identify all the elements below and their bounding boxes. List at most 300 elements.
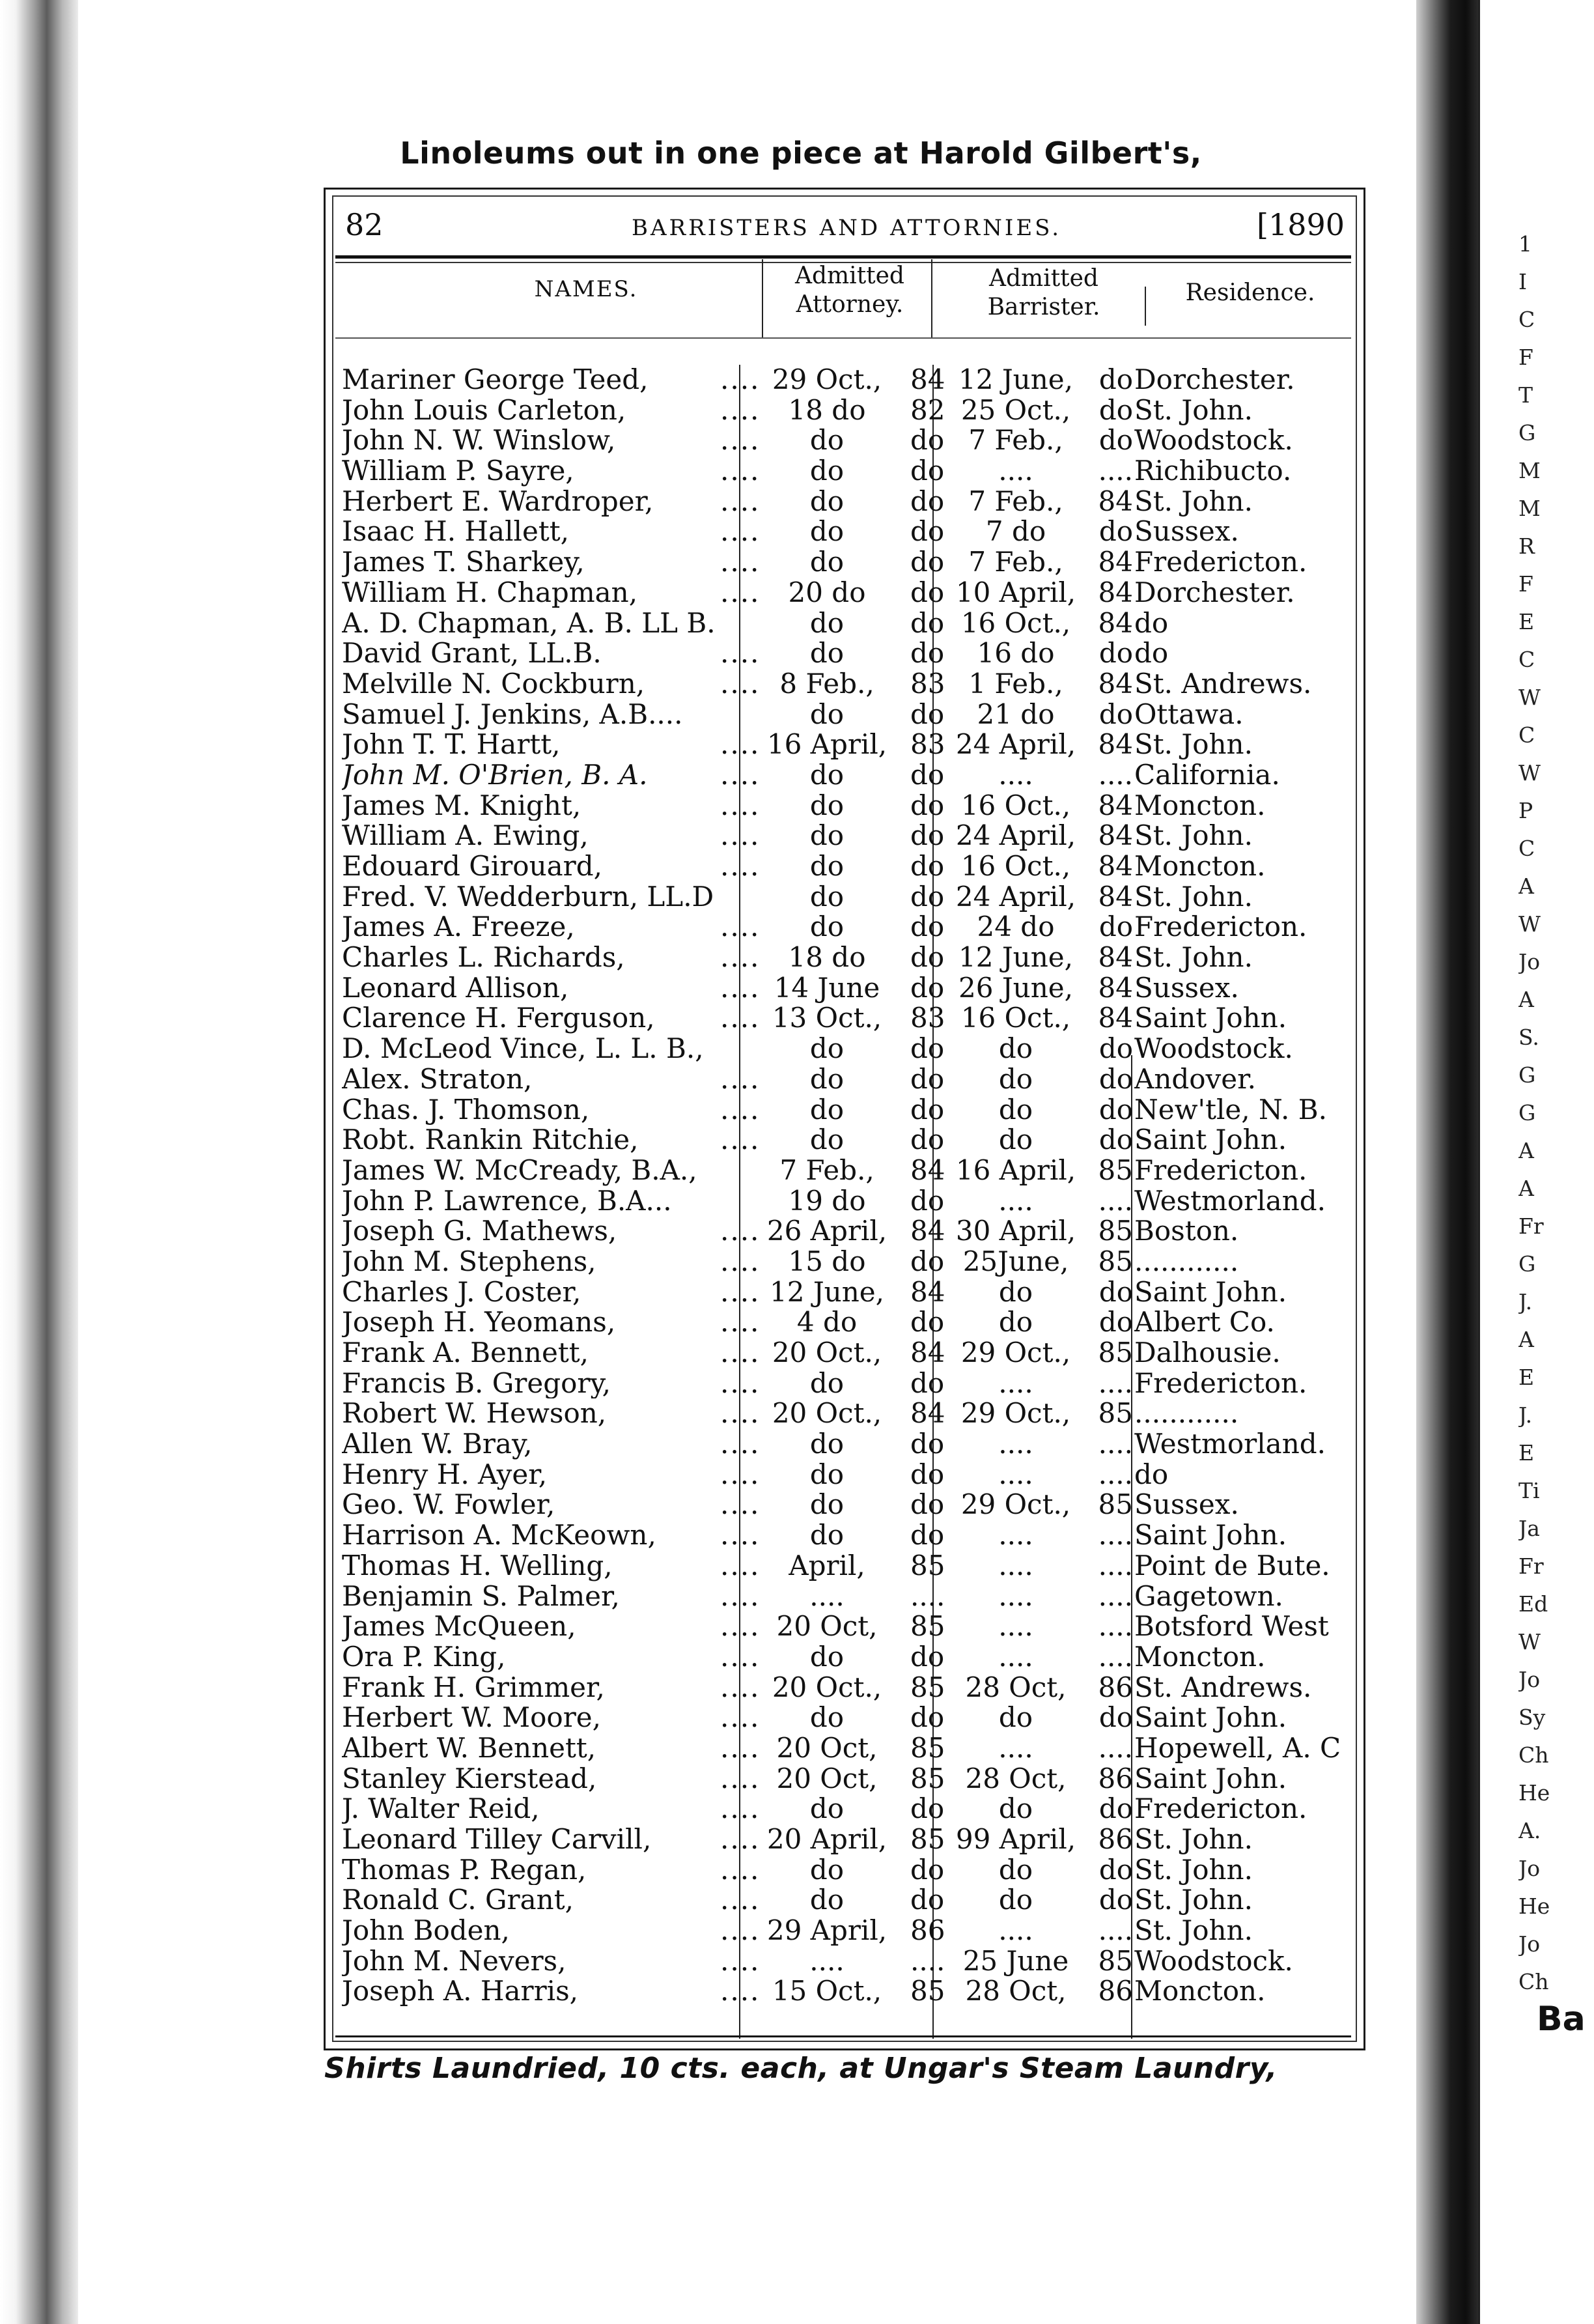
footer-rule xyxy=(335,2035,1351,2037)
entry-name: James McQueen, xyxy=(342,1611,576,1642)
attorney-date: 20 Oct, xyxy=(776,1762,878,1794)
attorney-year: 84 xyxy=(910,1337,945,1368)
attorney-date: do xyxy=(809,850,845,882)
entry-name: John Boden, xyxy=(342,1916,510,1946)
barrister-year: do xyxy=(1098,1701,1133,1734)
table-row xyxy=(332,730,1361,760)
table-row xyxy=(332,1885,1361,1916)
attorney-year: do xyxy=(910,971,945,1004)
barrister-date: 1 Feb., xyxy=(968,667,1063,700)
barrister-year: 84 xyxy=(1098,667,1133,700)
leader-dots: .... xyxy=(720,1640,761,1673)
attorney-date: 15 do xyxy=(788,1245,866,1277)
adjacent-page-fragment: E xyxy=(1518,1440,1535,1466)
residence: Andover. xyxy=(1134,1064,1256,1095)
barrister-date: 7 Feb., xyxy=(968,424,1063,457)
adjacent-page-fragment: Jo xyxy=(1518,949,1541,974)
leader-dots: .... xyxy=(720,1093,761,1126)
table-row xyxy=(332,1034,1361,1064)
attorney-year: 86 xyxy=(910,1914,945,1947)
attorney-year: do xyxy=(910,1884,945,1916)
barrister-date: 30 April, xyxy=(955,1215,1076,1247)
barrister-date: 24 April, xyxy=(955,819,1076,852)
attorney-year: do xyxy=(910,515,945,548)
adjacent-page-fragment: A xyxy=(1518,1327,1534,1352)
residence: Ottawa. xyxy=(1134,699,1244,730)
barrister-date: do xyxy=(998,1853,1033,1886)
residence: Dalhousie. xyxy=(1134,1338,1281,1368)
attorney-date: do xyxy=(809,1428,845,1460)
attorney-date: do xyxy=(809,455,845,487)
attorney-year: 85 xyxy=(910,1823,945,1855)
table-row xyxy=(332,1824,1361,1855)
residence: California. xyxy=(1134,759,1280,791)
leader-dots: .... xyxy=(720,1367,761,1399)
attorney-date: do xyxy=(809,1062,845,1095)
attorney-date: do xyxy=(809,1701,845,1734)
adjacent-page-fragment: W xyxy=(1518,1629,1541,1654)
adjacent-page-fragment: C xyxy=(1518,722,1535,748)
attorney-year: 85 xyxy=(910,1610,945,1643)
leader-dots: .... xyxy=(720,485,761,517)
residence: St. Andrews. xyxy=(1134,1672,1312,1703)
adjacent-page-fragment: W xyxy=(1518,911,1541,937)
adjacent-page-fragment: T xyxy=(1518,382,1533,408)
entry-name: Fred. V. Wedderburn, LL.D xyxy=(342,881,714,913)
barrister-date: 16 Oct., xyxy=(960,606,1071,639)
residence: Moncton. xyxy=(1134,790,1266,821)
adjacent-page-fragment: J. xyxy=(1518,1402,1533,1428)
adjacent-page-fragment: G xyxy=(1518,1062,1536,1088)
residence: Woodstock. xyxy=(1134,1034,1293,1064)
barrister-year: .... xyxy=(1098,1580,1133,1612)
column-header-rule xyxy=(335,337,1351,339)
barrister-year: 84 xyxy=(1098,819,1133,852)
table-row xyxy=(332,395,1361,426)
entry-name: Alex. Straton, xyxy=(342,1064,533,1095)
leader-dots: .... xyxy=(720,1762,761,1794)
attorney-date: 20 April, xyxy=(766,1823,888,1855)
attorney-date: do xyxy=(809,789,845,821)
entry-name: John N. W. Winslow, xyxy=(342,425,616,457)
entry-name: John M. O'Brien, B. A. xyxy=(342,759,648,791)
attorney-date: 20 Oct., xyxy=(772,1397,882,1430)
entry-name: Allen W. Bray, xyxy=(342,1429,533,1460)
residence: do xyxy=(1134,1459,1169,1490)
entry-name: Samuel J. Jenkins, A.B.... xyxy=(342,699,683,730)
barrister-year: do xyxy=(1098,1032,1133,1065)
leader-dots: .... xyxy=(720,1549,761,1581)
barrister-year: .... xyxy=(1098,455,1133,487)
residence: Fredericton. xyxy=(1134,1368,1307,1399)
adjacent-page-fragment: Jo xyxy=(1518,1667,1541,1692)
attorney-date: do xyxy=(809,1793,845,1825)
entry-name: Leonard Tilley Carvill, xyxy=(342,1824,652,1855)
barrister-year: 84 xyxy=(1098,606,1133,639)
table-row xyxy=(332,1946,1361,1977)
leader-dots: .... xyxy=(720,1701,761,1734)
leader-dots: .... xyxy=(720,1944,761,1977)
barrister-year: .... xyxy=(1098,1519,1133,1552)
attorney-date: do xyxy=(809,546,845,578)
attorney-year: .... xyxy=(910,1580,945,1612)
leader-dots: .... xyxy=(720,1397,761,1430)
entry-name: Herbert W. Moore, xyxy=(342,1703,601,1733)
barrister-year: do xyxy=(1098,1275,1133,1308)
adjacent-page-fragment: M xyxy=(1518,458,1541,483)
barrister-year: do xyxy=(1098,911,1133,943)
adjacent-page-fragment: G xyxy=(1518,420,1536,446)
residence: Fredericton. xyxy=(1134,547,1307,578)
leader-dots: .... xyxy=(720,546,761,578)
attorney-year: do xyxy=(910,546,945,578)
residence: Westmorland. xyxy=(1134,1185,1326,1217)
residence: St. John. xyxy=(1134,730,1253,760)
attorney-date: .... xyxy=(809,1944,845,1977)
table-row xyxy=(332,760,1361,791)
entry-name: Frank H. Grimmer, xyxy=(342,1672,605,1703)
adjacent-page-fragment: A xyxy=(1518,1138,1534,1163)
leader-dots: .... xyxy=(720,1519,761,1552)
leader-dots: .... xyxy=(720,758,761,791)
attorney-date: do xyxy=(809,515,845,548)
adjacent-page-fragment: He xyxy=(1518,1780,1550,1806)
leader-dots: .... xyxy=(720,1124,761,1156)
entry-name: William H. Chapman, xyxy=(342,577,638,608)
attorney-year: do xyxy=(910,1093,945,1126)
attorney-year: 84 xyxy=(910,363,945,395)
table-row xyxy=(332,1855,1361,1886)
entry-name: Herbert E. Wardroper, xyxy=(342,486,654,517)
entry-name: David Grant, LL.B. xyxy=(342,638,602,669)
adjacent-page-fragment: F xyxy=(1518,571,1533,597)
page-binding-shadow xyxy=(0,0,78,2324)
entry-name: Francis B. Gregory, xyxy=(342,1368,611,1399)
barrister-year: .... xyxy=(1098,1640,1133,1673)
attorney-year: do xyxy=(910,1306,945,1339)
barrister-date: .... xyxy=(998,1580,1033,1612)
residence: St. John. xyxy=(1134,942,1253,973)
entry-name: John M. Nevers, xyxy=(342,1946,566,1977)
table-row xyxy=(332,1673,1361,1703)
entry-name: James W. McCready, B.A., xyxy=(342,1155,697,1186)
barrister-date: 16 Oct., xyxy=(960,789,1071,821)
attorney-date: 18 do xyxy=(788,393,866,426)
barrister-date: do xyxy=(998,1306,1033,1339)
barrister-year: do xyxy=(1098,1793,1133,1825)
entry-name: William P. Sayre, xyxy=(342,456,574,487)
entry-name: Isaac H. Hallett, xyxy=(342,517,569,548)
entry-name: Geo. W. Fowler, xyxy=(342,1490,555,1521)
barrister-year: 86 xyxy=(1098,1762,1133,1794)
attorney-date: 20 do xyxy=(788,576,866,608)
barrister-date: .... xyxy=(998,1458,1033,1490)
attorney-date: .... xyxy=(809,1580,845,1612)
residence: St. John. xyxy=(1134,1885,1253,1916)
table-row xyxy=(332,821,1361,851)
leader-dots: .... xyxy=(720,515,761,548)
barrister-date: 25 June xyxy=(962,1944,1069,1977)
attorney-year: do xyxy=(910,941,945,974)
barrister-date: 7 Feb., xyxy=(968,546,1063,578)
attorney-year: 84 xyxy=(910,1275,945,1308)
entry-name: Frank A. Bennett, xyxy=(342,1338,589,1368)
leader-dots: .... xyxy=(720,576,761,608)
entry-name: Joseph H. Yeomans, xyxy=(342,1307,616,1339)
table-row xyxy=(332,365,1361,395)
entry-name: Robt. Rankin Ritchie, xyxy=(342,1125,639,1155)
barrister-year: do xyxy=(1098,698,1133,730)
adjacent-page-fragment: F xyxy=(1518,345,1533,370)
residence: Woodstock. xyxy=(1134,1946,1293,1977)
residence: Moncton. xyxy=(1134,851,1266,882)
table-row xyxy=(332,1642,1361,1673)
table-row xyxy=(332,487,1361,517)
residence: St. John. xyxy=(1134,1824,1253,1855)
barrister-year: do xyxy=(1098,637,1133,670)
column-header-names: NAMES. xyxy=(534,276,638,302)
leader-dots: .... xyxy=(720,393,761,426)
adjacent-page-fragment: P xyxy=(1518,798,1533,823)
attorney-year: do xyxy=(910,1428,945,1460)
entry-name: Clarence H. Ferguson, xyxy=(342,1003,655,1034)
attorney-date: do xyxy=(809,606,845,639)
attorney-year: do xyxy=(910,1640,945,1673)
leader-dots: .... xyxy=(720,1215,761,1247)
attorney-date: do xyxy=(809,758,845,791)
table-row xyxy=(332,1003,1361,1034)
adjacent-page-fragment: E xyxy=(1518,609,1535,634)
entry-name: Robert W. Hewson, xyxy=(342,1398,607,1430)
adjacent-page-fragment: Fr xyxy=(1518,1553,1544,1579)
barrister-year: 85 xyxy=(1098,1245,1133,1277)
barrister-date: .... xyxy=(998,1610,1033,1643)
attorney-date: do xyxy=(809,1124,845,1156)
table-row xyxy=(332,1186,1361,1217)
attorney-year: do xyxy=(910,758,945,791)
entry-name: John M. Stephens, xyxy=(342,1246,596,1277)
table-row xyxy=(332,425,1361,456)
residence: Moncton. xyxy=(1134,1976,1266,2007)
entry-name: Charles J. Coster, xyxy=(342,1277,581,1308)
attorney-year: do xyxy=(910,1519,945,1552)
attorney-date: 26 April, xyxy=(766,1215,888,1247)
attorney-date: 7 Feb., xyxy=(779,1154,874,1186)
leader-dots: .... xyxy=(720,637,761,670)
entry-name: Thomas H. Welling, xyxy=(342,1550,613,1581)
barrister-date: .... xyxy=(998,1549,1033,1581)
adjacent-page-fragment: Jo xyxy=(1518,1856,1541,1881)
barrister-year: 84 xyxy=(1098,728,1133,761)
attorney-year: 84 xyxy=(910,1215,945,1247)
table-row xyxy=(332,1794,1361,1824)
table-row xyxy=(332,912,1361,942)
residence: ............ xyxy=(1134,1246,1239,1277)
attorney-year: do xyxy=(910,606,945,639)
attorney-date: 20 Oct., xyxy=(772,1337,882,1368)
adjacent-page-fragment: J. xyxy=(1518,1289,1533,1314)
leader-dots: .... xyxy=(720,1975,761,2007)
barrister-year: do xyxy=(1098,363,1133,395)
barrister-date: do xyxy=(998,1793,1033,1825)
barrister-year: do xyxy=(1098,1884,1133,1916)
barrister-year: .... xyxy=(1098,1428,1133,1460)
barrister-date: .... xyxy=(998,1914,1033,1947)
residence: Saint John. xyxy=(1134,1003,1287,1034)
column-header-barrister: Admitted Barrister. xyxy=(987,265,1100,320)
residence: Saint John. xyxy=(1134,1763,1287,1794)
residence: Saint John. xyxy=(1134,1277,1287,1308)
adjacent-page-fragment: A. xyxy=(1518,1818,1541,1843)
barrister-date: .... xyxy=(998,1519,1033,1552)
barrister-date: 16 April, xyxy=(955,1154,1076,1186)
barrister-date: .... xyxy=(998,1367,1033,1399)
barrister-date: 21 do xyxy=(977,698,1055,730)
barrister-year: 84 xyxy=(1098,576,1133,608)
attorney-year: do xyxy=(910,1458,945,1490)
residence: Hopewell, A. C xyxy=(1134,1733,1341,1764)
attorney-year: 85 xyxy=(910,1762,945,1794)
residence: Sussex. xyxy=(1134,517,1239,548)
residence: Sussex. xyxy=(1134,972,1239,1004)
attorney-year: do xyxy=(910,850,945,882)
attorney-date: 15 Oct., xyxy=(772,1975,882,2007)
barrister-year: .... xyxy=(1098,1549,1133,1581)
barrister-year: do xyxy=(1098,1062,1133,1095)
barrister-year: 86 xyxy=(1098,1823,1133,1855)
barrister-date: 16 do xyxy=(977,637,1055,670)
residence: ............ xyxy=(1134,1398,1239,1430)
barrister-date: 16 Oct., xyxy=(960,850,1071,882)
table-row xyxy=(332,851,1361,882)
residence: St. John. xyxy=(1134,395,1253,426)
attorney-date: 8 Feb., xyxy=(779,667,874,700)
leader-dots: .... xyxy=(720,1062,761,1095)
barrister-date: 25June, xyxy=(962,1245,1069,1277)
entry-name: Stanley Kierstead, xyxy=(342,1763,597,1794)
adjacent-page-fragment: Sy xyxy=(1518,1705,1546,1730)
table-row xyxy=(332,700,1361,730)
leader-dots: .... xyxy=(720,1580,761,1612)
attorney-year: do xyxy=(910,911,945,943)
table-row xyxy=(332,1581,1361,1612)
barrister-year: .... xyxy=(1098,1610,1133,1643)
barrister-date: 28 Oct, xyxy=(965,1975,1067,2007)
barrister-date: 24 do xyxy=(977,911,1055,943)
attorney-date: 20 Oct, xyxy=(776,1610,878,1643)
attorney-date: do xyxy=(809,1853,845,1886)
barrister-date: 26 June, xyxy=(958,971,1073,1004)
entry-name: Ronald C. Grant, xyxy=(342,1885,574,1916)
attorney-year: do xyxy=(910,1367,945,1399)
barrister-date: 7 Feb., xyxy=(968,485,1063,517)
barrister-date: .... xyxy=(998,1731,1033,1764)
entry-name: James M. Knight, xyxy=(342,790,581,821)
barrister-date: 29 Oct., xyxy=(960,1488,1071,1521)
adjacent-page-fragment: I xyxy=(1518,269,1528,294)
attorney-date: 14 June xyxy=(774,971,880,1004)
leader-dots: .... xyxy=(720,1914,761,1947)
residence: Westmorland. xyxy=(1134,1429,1326,1460)
entry-name: William A. Ewing, xyxy=(342,821,589,852)
attorney-date: do xyxy=(809,637,845,670)
leader-dots: .... xyxy=(720,1306,761,1339)
table-row xyxy=(332,882,1361,913)
table-row xyxy=(332,1277,1361,1308)
advertisement-banner-top: Linoleums out in one piece at Harold Gilbert's, xyxy=(400,135,1202,171)
barrister-year: 85 xyxy=(1098,1397,1133,1430)
leader-dots: .... xyxy=(720,789,761,821)
barrister-year: do xyxy=(1098,1093,1133,1126)
attorney-year: 82 xyxy=(910,393,945,426)
residence: Moncton. xyxy=(1134,1641,1266,1673)
leader-dots: .... xyxy=(720,819,761,852)
entry-name: Charles L. Richards, xyxy=(342,942,625,973)
adjacent-page-fragment: E xyxy=(1518,1365,1535,1390)
table-row xyxy=(332,1703,1361,1733)
attorney-date: 12 June, xyxy=(770,1275,884,1308)
barrister-year: 85 xyxy=(1098,1337,1133,1368)
table-row xyxy=(332,1611,1361,1642)
barrister-date: 24 April, xyxy=(955,728,1076,761)
footer-rule-thin xyxy=(335,2041,1351,2042)
adjacent-page-fragment: Ch xyxy=(1518,1742,1549,1768)
barrister-year: 84 xyxy=(1098,485,1133,517)
residence: New'tle, N. B. xyxy=(1134,1094,1327,1126)
barrister-year: 84 xyxy=(1098,971,1133,1004)
attorney-date: do xyxy=(809,1458,845,1490)
leader-dots: .... xyxy=(720,1853,761,1886)
barrister-year: 86 xyxy=(1098,1671,1133,1703)
leader-dots: .... xyxy=(720,1275,761,1308)
residence: St. John. xyxy=(1134,821,1253,852)
table-row xyxy=(332,669,1361,700)
page-number: 82 xyxy=(345,207,384,242)
adjacent-page-fragment: He xyxy=(1518,1893,1550,1919)
attorney-year: do xyxy=(910,576,945,608)
table-row xyxy=(332,638,1361,669)
barrister-date: .... xyxy=(998,758,1033,791)
barrister-date: 12 June, xyxy=(958,941,1073,974)
attorney-year: do xyxy=(910,637,945,670)
barrister-year: .... xyxy=(1098,1184,1133,1217)
column-header-attorney: Admitted Attorney. xyxy=(795,262,904,318)
adjacent-page-fragment: M xyxy=(1518,496,1541,521)
table-row xyxy=(332,1064,1361,1095)
barrister-date: 29 Oct., xyxy=(960,1337,1071,1368)
barrister-year: 84 xyxy=(1098,850,1133,882)
residence: Boston. xyxy=(1134,1216,1239,1247)
attorney-date: 20 Oct, xyxy=(776,1731,878,1764)
residence: Albert Co. xyxy=(1134,1307,1275,1339)
entry-name: Thomas P. Regan, xyxy=(342,1854,587,1886)
table-row xyxy=(332,942,1361,973)
barrister-year: 85 xyxy=(1098,1154,1133,1186)
barrister-date: 24 April, xyxy=(955,880,1076,913)
adjacent-page-fragment: 1 xyxy=(1518,231,1532,257)
barrister-date: do xyxy=(998,1032,1033,1065)
attorney-date: 4 do xyxy=(796,1306,858,1339)
adjacent-page-fragment: Ti xyxy=(1518,1478,1540,1503)
table-row xyxy=(332,973,1361,1004)
residence: Fredericton. xyxy=(1134,1794,1307,1825)
leader-dots: .... xyxy=(720,1793,761,1825)
barrister-date: 16 Oct., xyxy=(960,1002,1071,1034)
barrister-date: .... xyxy=(998,455,1033,487)
barristers-table xyxy=(332,365,1361,2007)
residence: Botsford West xyxy=(1134,1611,1329,1642)
adjacent-page-fragment: G xyxy=(1518,1100,1536,1126)
